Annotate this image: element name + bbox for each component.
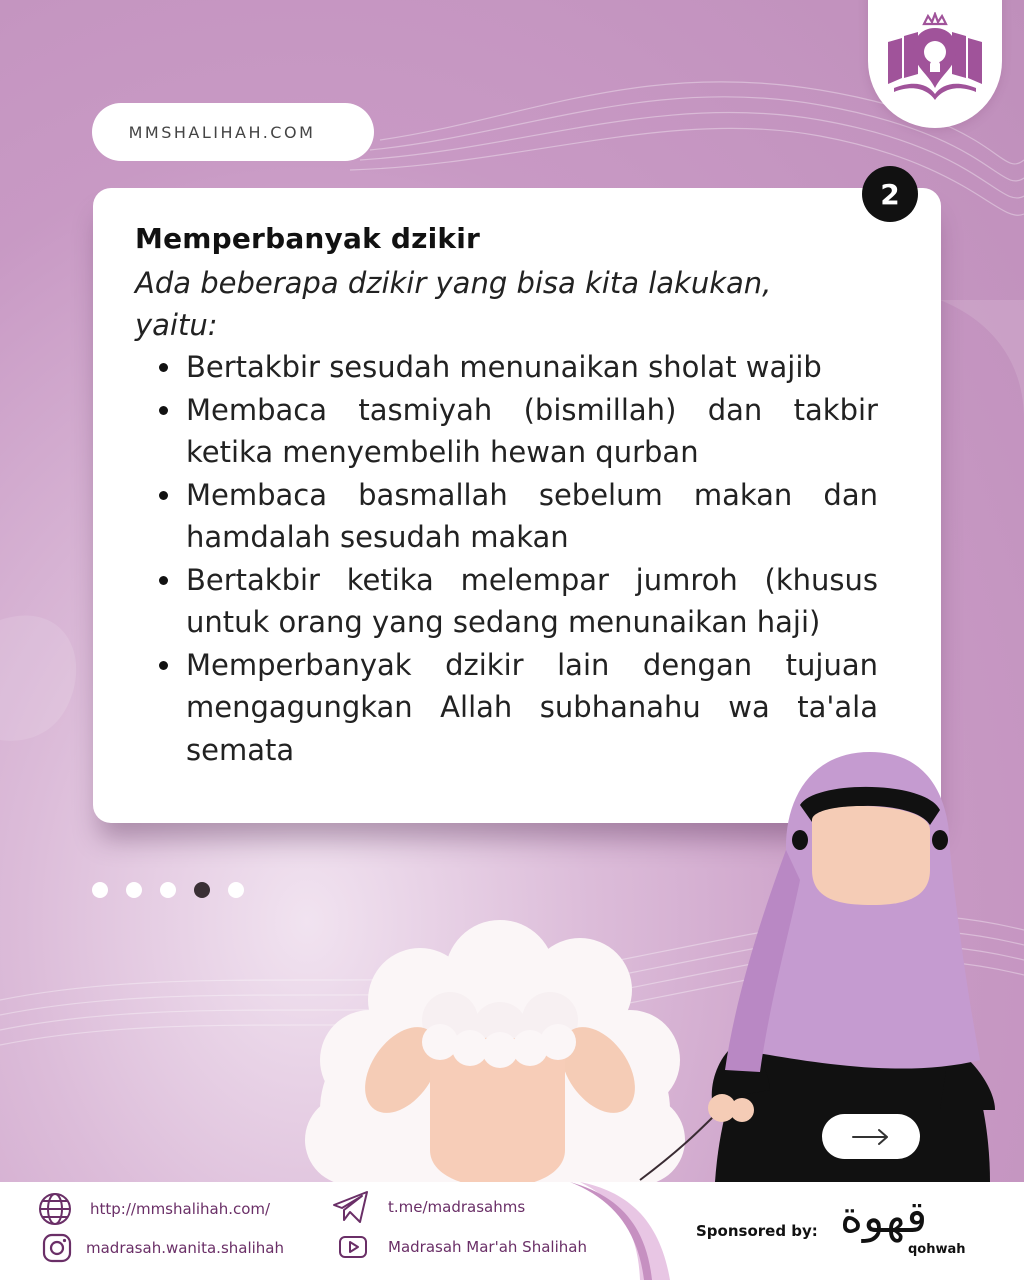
list-item: Membaca basmallah sebelum makan dan hamdalah sesudah makan bbox=[186, 474, 878, 559]
arrow-right-icon bbox=[851, 1127, 891, 1147]
sponsor-latin: qohwah bbox=[908, 1242, 966, 1257]
card-title: Memperbanyak dzikir bbox=[135, 222, 481, 255]
globe-icon bbox=[38, 1192, 72, 1226]
telegram-icon bbox=[332, 1190, 370, 1224]
list-item: Memperbanyak dzikir lain dengan tujuan mengagungkan Allah subhanahu wa ta'ala semata bbox=[186, 644, 878, 772]
youtube-channel[interactable]: Madrasah Mar'ah Shalihah bbox=[388, 1238, 587, 1256]
list-item: Membaca tasmiyah (bismillah) dan takbir ketika menyembelih hewan qurban bbox=[186, 389, 878, 474]
list-item: Bertakbir sesudah menunaikan sholat wajib bbox=[186, 346, 878, 389]
sponsor-logo[interactable] bbox=[836, 1192, 976, 1268]
footer-instagram[interactable] bbox=[42, 1233, 284, 1263]
website-link[interactable]: http://mmshalihah.com/ bbox=[90, 1200, 271, 1218]
sponsor-arabic: قهوة bbox=[840, 1192, 928, 1243]
site-label: MMSHALIHAH.COM bbox=[128, 122, 316, 142]
card-intro: Ada beberapa dzikir yang bisa kita lakukan, yaitu: bbox=[135, 266, 772, 342]
sponsored-label: Sponsored by: bbox=[696, 1222, 818, 1240]
step-number-badge: 2 bbox=[862, 166, 918, 222]
instagram-icon bbox=[42, 1233, 72, 1263]
footer-youtube[interactable] bbox=[338, 1234, 587, 1260]
list-item: Bertakbir ketika melempar jumroh (khusus untuk orang yang sedang menunaikan haji) bbox=[186, 559, 878, 644]
footer-website[interactable] bbox=[38, 1192, 270, 1226]
footer-telegram[interactable] bbox=[332, 1190, 525, 1224]
instagram-handle[interactable]: madrasah.wanita.shalihah bbox=[86, 1239, 284, 1257]
youtube-icon bbox=[338, 1234, 368, 1260]
telegram-link[interactable]: t.me/madrasahms bbox=[388, 1198, 526, 1216]
footer-swoosh bbox=[560, 1182, 680, 1280]
next-button[interactable] bbox=[822, 1114, 920, 1159]
